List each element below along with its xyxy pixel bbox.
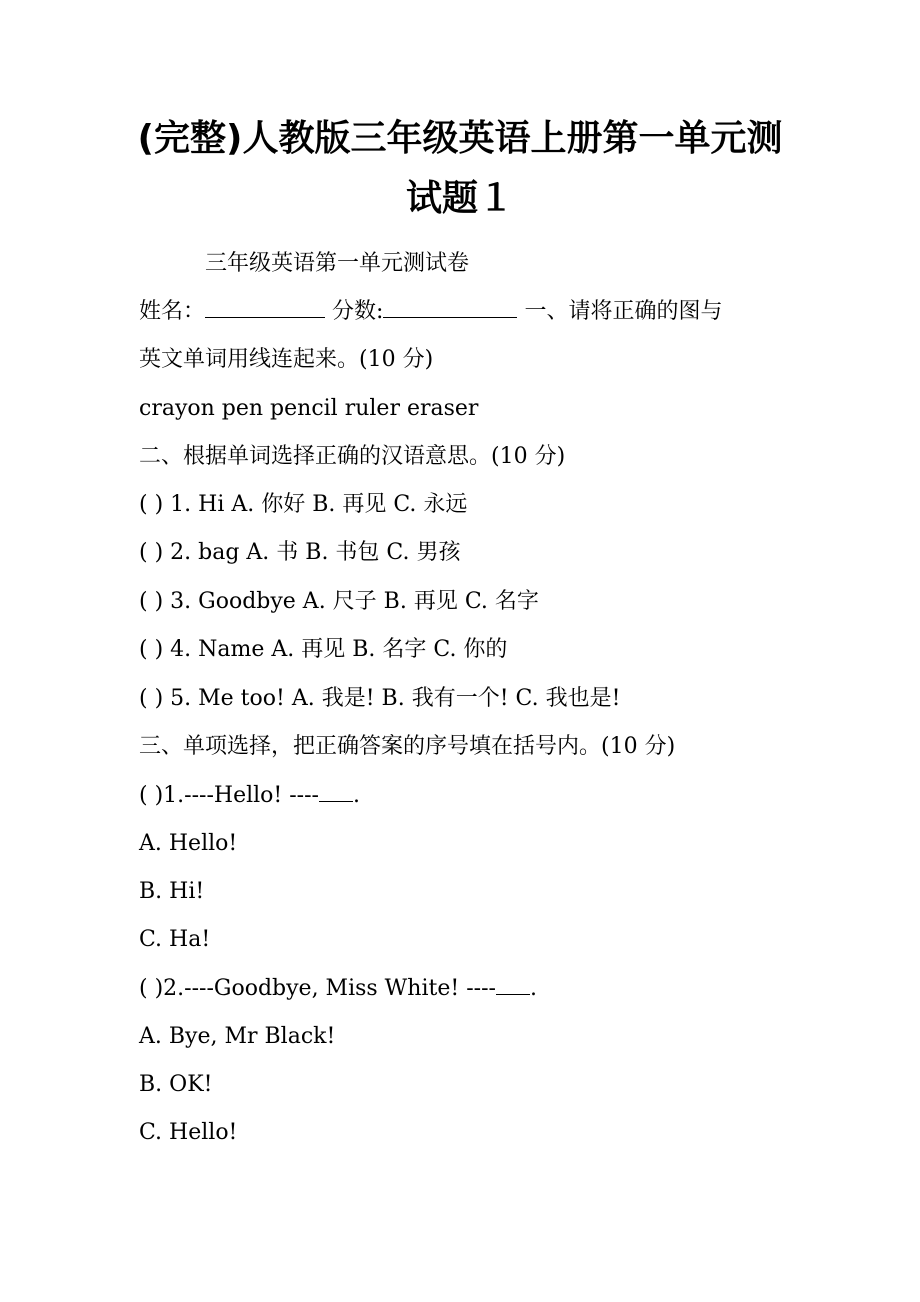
section2-item-4: ( ) 4. Name A. 再见 B. 名字 C. 你的 [139,637,508,662]
section2-item-5: ( ) 5. Me too! A. 我是! B. 我有一个! C. 我也是! [139,686,621,711]
score-blank[interactable] [383,297,517,318]
name-blank[interactable] [205,297,325,318]
section2-item-1: ( ) 1. Hi A. 你好 B. 再见 C. 永远 [139,492,468,517]
question-1-text: ( )1.----Hello! ---- [139,783,319,808]
question-1-blank[interactable] [319,781,353,802]
name-score-line [139,297,799,327]
question-2-option-b: B. OK! [139,1072,213,1097]
question-1-option-b: B. Hi! [139,879,205,904]
name-label: 姓名： [139,299,206,324]
section1-heading: 一、请将正确的图与 [524,299,723,324]
document-title-line1: (完整)人教版三年级英语上册第一单元测 [137,118,783,159]
question-1-end: . [352,783,360,808]
section2-item-3: ( ) 3. Goodbye A. 尺子 B. 再见 C. 名字 [139,589,539,614]
score-label: 分数: [332,299,384,324]
section2-item-2: ( ) 2. bag A. 书 B. 书包 C. 男孩 [139,540,461,565]
section3-question-2 [139,974,799,1004]
section3-heading: 三、单项选择，把正确答案的序号填在括号内。(10 分) [139,734,676,759]
exam-subtitle: 三年级英语第一单元测试卷 [205,251,470,276]
section1-heading-cont: 英文单词用线连起来。(10 分) [139,347,434,372]
word-list: crayon pen pencil ruler eraser [139,396,479,421]
question-1-option-c: C. Ha! [139,927,211,952]
question-1-option-a: A. Hello! [139,831,238,856]
question-2-option-a: A. Bye, Mr Black! [139,1024,336,1049]
question-2-option-c: C. Hello! [139,1120,238,1145]
section2-heading: 二、根据单词选择正确的汉语意思。(10 分) [139,444,566,469]
question-2-blank[interactable] [496,974,530,995]
question-2-end: . [529,976,537,1001]
section3-question-1 [139,781,799,811]
question-2-text: ( )2.----Goodbye, Miss White! ---- [139,976,496,1001]
document-title-line2: 试题１ [405,178,514,219]
